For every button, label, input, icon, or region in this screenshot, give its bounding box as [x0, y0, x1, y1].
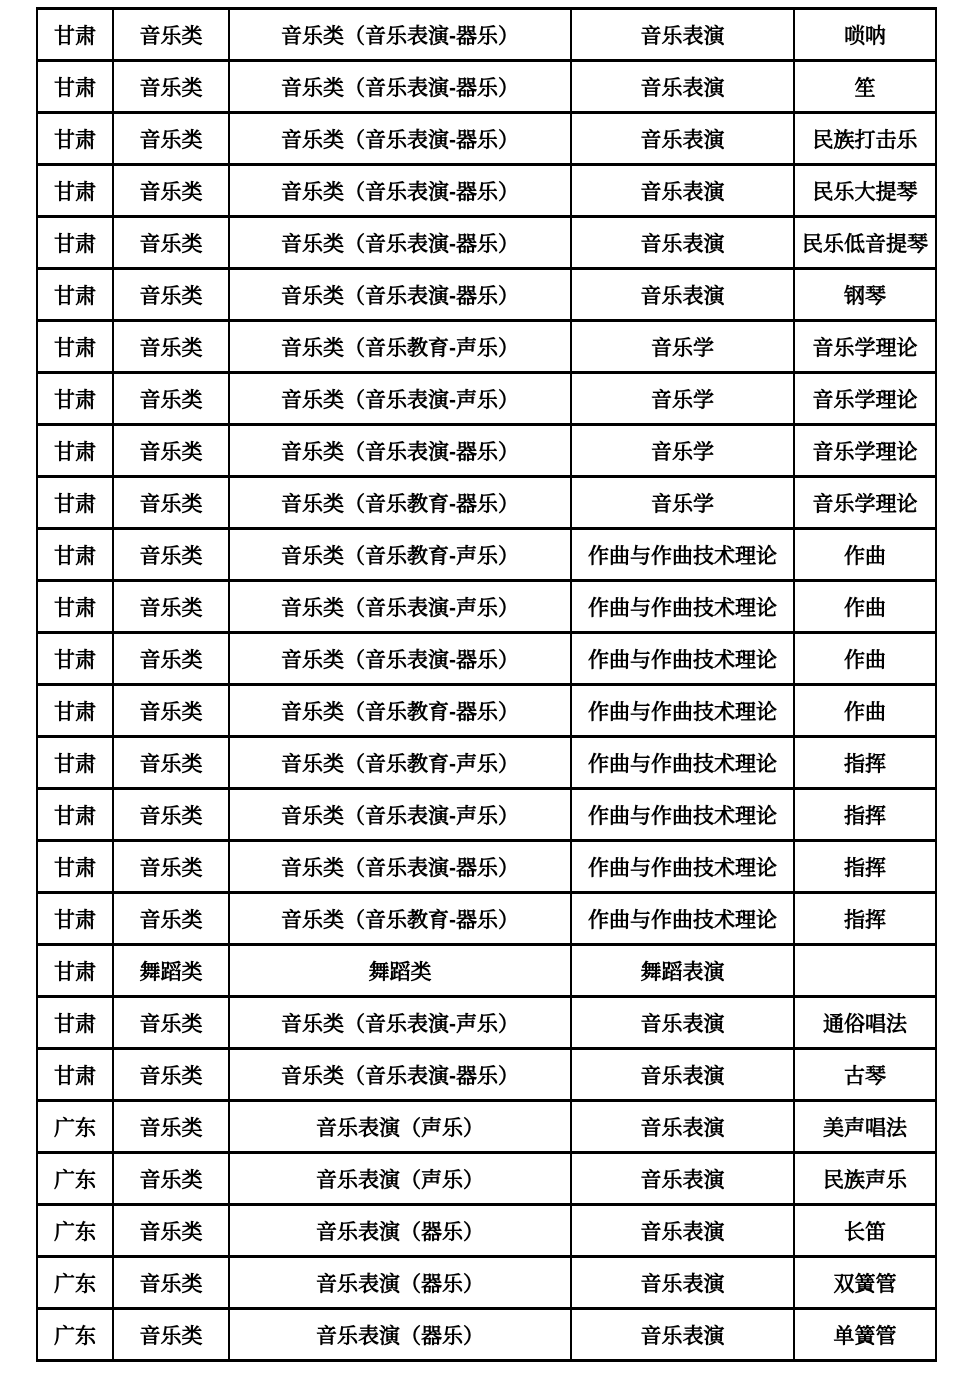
table-row [37, 529, 936, 581]
cell-subcategory: 音乐类（音乐教育-器乐） [229, 477, 571, 529]
cell-major: 舞蹈表演 [571, 945, 794, 997]
cell-direction: 指挥 [794, 789, 936, 841]
cell-direction: 音乐学理论 [794, 373, 936, 425]
cell-direction: 通俗唱法 [794, 997, 936, 1049]
cell-major: 音乐表演 [571, 1257, 794, 1309]
cell-category: 音乐类 [113, 685, 229, 737]
cell-direction: 指挥 [794, 841, 936, 893]
cell-province: 甘肃 [37, 165, 113, 217]
cell-subcategory: 音乐类（音乐表演-器乐） [229, 61, 571, 113]
cell-major: 作曲与作曲技术理论 [571, 789, 794, 841]
cell-province: 广东 [37, 1309, 113, 1361]
cell-province: 甘肃 [37, 113, 113, 165]
cell-direction: 作曲 [794, 529, 936, 581]
cell-province: 甘肃 [37, 945, 113, 997]
cell-category: 音乐类 [113, 633, 229, 685]
cell-category: 音乐类 [113, 113, 229, 165]
cell-category: 音乐类 [113, 477, 229, 529]
cell-subcategory: 音乐表演（器乐） [229, 1309, 571, 1361]
cell-major: 作曲与作曲技术理论 [571, 685, 794, 737]
cell-category: 音乐类 [113, 373, 229, 425]
cell-province: 广东 [37, 1153, 113, 1205]
cell-subcategory: 音乐表演（声乐） [229, 1153, 571, 1205]
cell-province: 甘肃 [37, 789, 113, 841]
cell-major: 音乐表演 [571, 1101, 794, 1153]
table-body [37, 9, 936, 1361]
cell-direction: 民族声乐 [794, 1153, 936, 1205]
cell-province: 甘肃 [37, 997, 113, 1049]
cell-subcategory: 音乐类（音乐教育-声乐） [229, 321, 571, 373]
cell-subcategory: 音乐类（音乐教育-器乐） [229, 685, 571, 737]
cell-category: 音乐类 [113, 1205, 229, 1257]
cell-major: 音乐学 [571, 477, 794, 529]
cell-province: 甘肃 [37, 477, 113, 529]
cell-major: 作曲与作曲技术理论 [571, 841, 794, 893]
cell-subcategory: 音乐类（音乐表演-声乐） [229, 789, 571, 841]
cell-subcategory: 音乐类（音乐表演-声乐） [229, 997, 571, 1049]
cell-major: 作曲与作曲技术理论 [571, 893, 794, 945]
cell-province: 甘肃 [37, 269, 113, 321]
table-row [37, 9, 936, 61]
cell-major: 作曲与作曲技术理论 [571, 581, 794, 633]
cell-category: 音乐类 [113, 61, 229, 113]
cell-direction: 民族打击乐 [794, 113, 936, 165]
cell-major: 音乐表演 [571, 269, 794, 321]
cell-direction: 美声唱法 [794, 1101, 936, 1153]
cell-direction: 古琴 [794, 1049, 936, 1101]
table-row [37, 1309, 936, 1361]
cell-province: 甘肃 [37, 737, 113, 789]
cell-province: 广东 [37, 1257, 113, 1309]
cell-province: 甘肃 [37, 581, 113, 633]
cell-province: 甘肃 [37, 373, 113, 425]
cell-subcategory: 音乐类（音乐表演-器乐） [229, 841, 571, 893]
cell-subcategory: 音乐类（音乐教育-器乐） [229, 893, 571, 945]
cell-major: 音乐表演 [571, 217, 794, 269]
cell-direction: 钢琴 [794, 269, 936, 321]
cell-subcategory: 音乐类（音乐表演-器乐） [229, 1049, 571, 1101]
cell-province: 甘肃 [37, 685, 113, 737]
cell-direction: 作曲 [794, 633, 936, 685]
cell-subcategory: 音乐类（音乐表演-器乐） [229, 425, 571, 477]
cell-subcategory: 音乐表演（器乐） [229, 1205, 571, 1257]
cell-category: 音乐类 [113, 1309, 229, 1361]
table-row [37, 841, 936, 893]
table-row [37, 373, 936, 425]
cell-subcategory: 音乐类（音乐教育-声乐） [229, 737, 571, 789]
cell-province: 甘肃 [37, 9, 113, 61]
cell-direction: 指挥 [794, 737, 936, 789]
cell-major: 音乐表演 [571, 9, 794, 61]
cell-province: 广东 [37, 1101, 113, 1153]
cell-subcategory: 音乐类（音乐表演-声乐） [229, 581, 571, 633]
table-row [37, 893, 936, 945]
cell-subcategory: 音乐类（音乐教育-声乐） [229, 529, 571, 581]
cell-category: 音乐类 [113, 425, 229, 477]
cell-province: 甘肃 [37, 893, 113, 945]
cell-category: 音乐类 [113, 841, 229, 893]
cell-direction: 长笛 [794, 1205, 936, 1257]
cell-major: 音乐学 [571, 425, 794, 477]
cell-major: 作曲与作曲技术理论 [571, 737, 794, 789]
cell-category: 音乐类 [113, 165, 229, 217]
cell-subcategory: 音乐类（音乐表演-器乐） [229, 217, 571, 269]
cell-category: 音乐类 [113, 1049, 229, 1101]
cell-direction: 音乐学理论 [794, 321, 936, 373]
cell-category: 音乐类 [113, 1101, 229, 1153]
cell-province: 甘肃 [37, 217, 113, 269]
cell-province: 甘肃 [37, 425, 113, 477]
table-row [37, 737, 936, 789]
cell-category: 音乐类 [113, 789, 229, 841]
cell-major: 作曲与作曲技术理论 [571, 529, 794, 581]
cell-subcategory: 音乐类（音乐表演-器乐） [229, 269, 571, 321]
cell-subcategory: 音乐类（音乐表演-器乐） [229, 165, 571, 217]
cell-major: 音乐表演 [571, 1049, 794, 1101]
table-row [37, 1205, 936, 1257]
cell-province: 甘肃 [37, 529, 113, 581]
cell-category: 音乐类 [113, 1153, 229, 1205]
cell-province: 甘肃 [37, 1049, 113, 1101]
table-row [37, 1049, 936, 1101]
table-row [37, 321, 936, 373]
cell-major: 音乐表演 [571, 1205, 794, 1257]
cell-direction: 民乐大提琴 [794, 165, 936, 217]
cell-category: 音乐类 [113, 217, 229, 269]
cell-category: 音乐类 [113, 9, 229, 61]
cell-direction: 音乐学理论 [794, 477, 936, 529]
cell-major: 音乐表演 [571, 113, 794, 165]
cell-subcategory: 音乐类（音乐表演-器乐） [229, 633, 571, 685]
cell-major: 音乐表演 [571, 61, 794, 113]
cell-category: 音乐类 [113, 581, 229, 633]
cell-province: 广东 [37, 1205, 113, 1257]
cell-major: 音乐表演 [571, 1309, 794, 1361]
cell-direction: 笙 [794, 61, 936, 113]
table-row [37, 217, 936, 269]
cell-major: 音乐表演 [571, 1153, 794, 1205]
cell-category: 舞蹈类 [113, 945, 229, 997]
cell-major: 音乐学 [571, 373, 794, 425]
cell-province: 甘肃 [37, 321, 113, 373]
table-row [37, 1101, 936, 1153]
cell-direction [794, 945, 936, 997]
cell-category: 音乐类 [113, 737, 229, 789]
table-row [37, 581, 936, 633]
cell-direction: 音乐学理论 [794, 425, 936, 477]
table-row [37, 1153, 936, 1205]
cell-category: 音乐类 [113, 321, 229, 373]
table-row [37, 945, 936, 997]
cell-category: 音乐类 [113, 269, 229, 321]
table-row [37, 789, 936, 841]
cell-province: 甘肃 [37, 841, 113, 893]
table-row [37, 269, 936, 321]
table-row [37, 1257, 936, 1309]
cell-subcategory: 舞蹈类 [229, 945, 571, 997]
cell-major: 音乐表演 [571, 997, 794, 1049]
cell-direction: 指挥 [794, 893, 936, 945]
cell-major: 作曲与作曲技术理论 [571, 633, 794, 685]
cell-category: 音乐类 [113, 529, 229, 581]
cell-direction: 唢呐 [794, 9, 936, 61]
table-row [37, 113, 936, 165]
table-row [37, 165, 936, 217]
table-row [37, 633, 936, 685]
cell-subcategory: 音乐表演（声乐） [229, 1101, 571, 1153]
table-row [37, 61, 936, 113]
table-row [37, 685, 936, 737]
admissions-majors-table [36, 7, 937, 1362]
cell-subcategory: 音乐类（音乐表演-声乐） [229, 373, 571, 425]
cell-province: 甘肃 [37, 633, 113, 685]
cell-major: 音乐表演 [571, 165, 794, 217]
cell-subcategory: 音乐类（音乐表演-器乐） [229, 113, 571, 165]
cell-direction: 作曲 [794, 581, 936, 633]
cell-direction: 民乐低音提琴 [794, 217, 936, 269]
table-row [37, 477, 936, 529]
cell-direction: 单簧管 [794, 1309, 936, 1361]
cell-major: 音乐学 [571, 321, 794, 373]
cell-province: 甘肃 [37, 61, 113, 113]
cell-category: 音乐类 [113, 1257, 229, 1309]
cell-category: 音乐类 [113, 893, 229, 945]
cell-subcategory: 音乐类（音乐表演-器乐） [229, 9, 571, 61]
cell-direction: 作曲 [794, 685, 936, 737]
cell-category: 音乐类 [113, 997, 229, 1049]
cell-subcategory: 音乐表演（器乐） [229, 1257, 571, 1309]
table-row [37, 425, 936, 477]
table-row [37, 997, 936, 1049]
cell-direction: 双簧管 [794, 1257, 936, 1309]
